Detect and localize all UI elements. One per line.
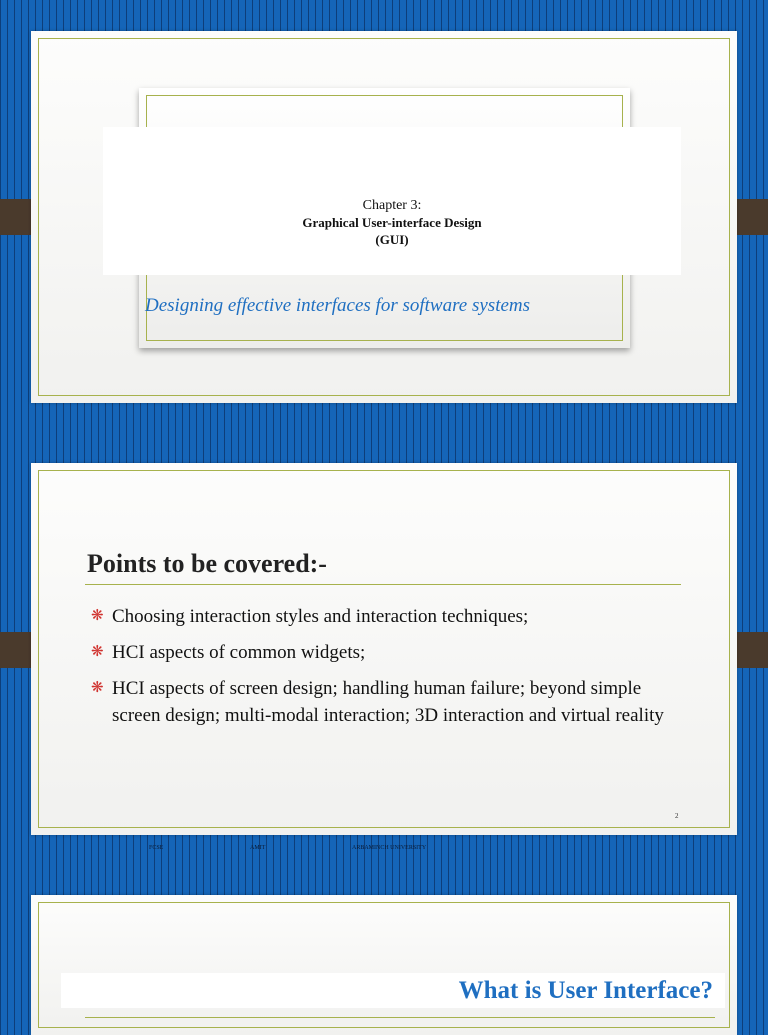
bullet-text: Choosing interaction styles and interaction techniques; xyxy=(112,606,529,627)
slide-title: What is User Interface? xyxy=(458,977,713,1004)
chapter-title: Graphical User-interface Design xyxy=(302,215,482,230)
bullet-text: HCI aspects of common widgets; xyxy=(112,642,366,663)
slide-frame xyxy=(38,902,730,1028)
slide-3 xyxy=(31,895,737,1035)
title-bar xyxy=(61,973,725,1008)
slide-heading: Points to be covered:- xyxy=(87,549,327,578)
chapter-label: Chapter 3: xyxy=(362,198,422,213)
footer-university: ARBAMINCH UNIVERSITY xyxy=(352,845,427,851)
asterisk-bullet-icon: ❋ xyxy=(91,644,104,660)
list-item xyxy=(91,639,681,666)
asterisk-bullet-icon: ❋ xyxy=(91,680,104,696)
list-item xyxy=(91,675,681,729)
footer-department: FCSE xyxy=(149,845,164,851)
chapter-abbrev: (GUI) xyxy=(375,232,409,247)
bullet-list xyxy=(91,603,681,738)
bullet-text: HCI aspects of screen design; handling human failure; beyond simple screen design; multi-modal interaction; 3D interaction and virtual reality xyxy=(112,678,664,726)
heading-divider xyxy=(85,584,681,585)
title-box xyxy=(103,127,681,275)
page-number: 2 xyxy=(675,812,679,820)
asterisk-bullet-icon: ❋ xyxy=(91,608,104,624)
footer-author: AMIT xyxy=(250,845,266,851)
list-item xyxy=(91,603,681,630)
slide-1 xyxy=(31,31,737,403)
heading-divider xyxy=(85,1017,715,1018)
slide-2 xyxy=(31,463,737,835)
slide-subtitle: Designing effective interfaces for software systems xyxy=(145,295,531,316)
